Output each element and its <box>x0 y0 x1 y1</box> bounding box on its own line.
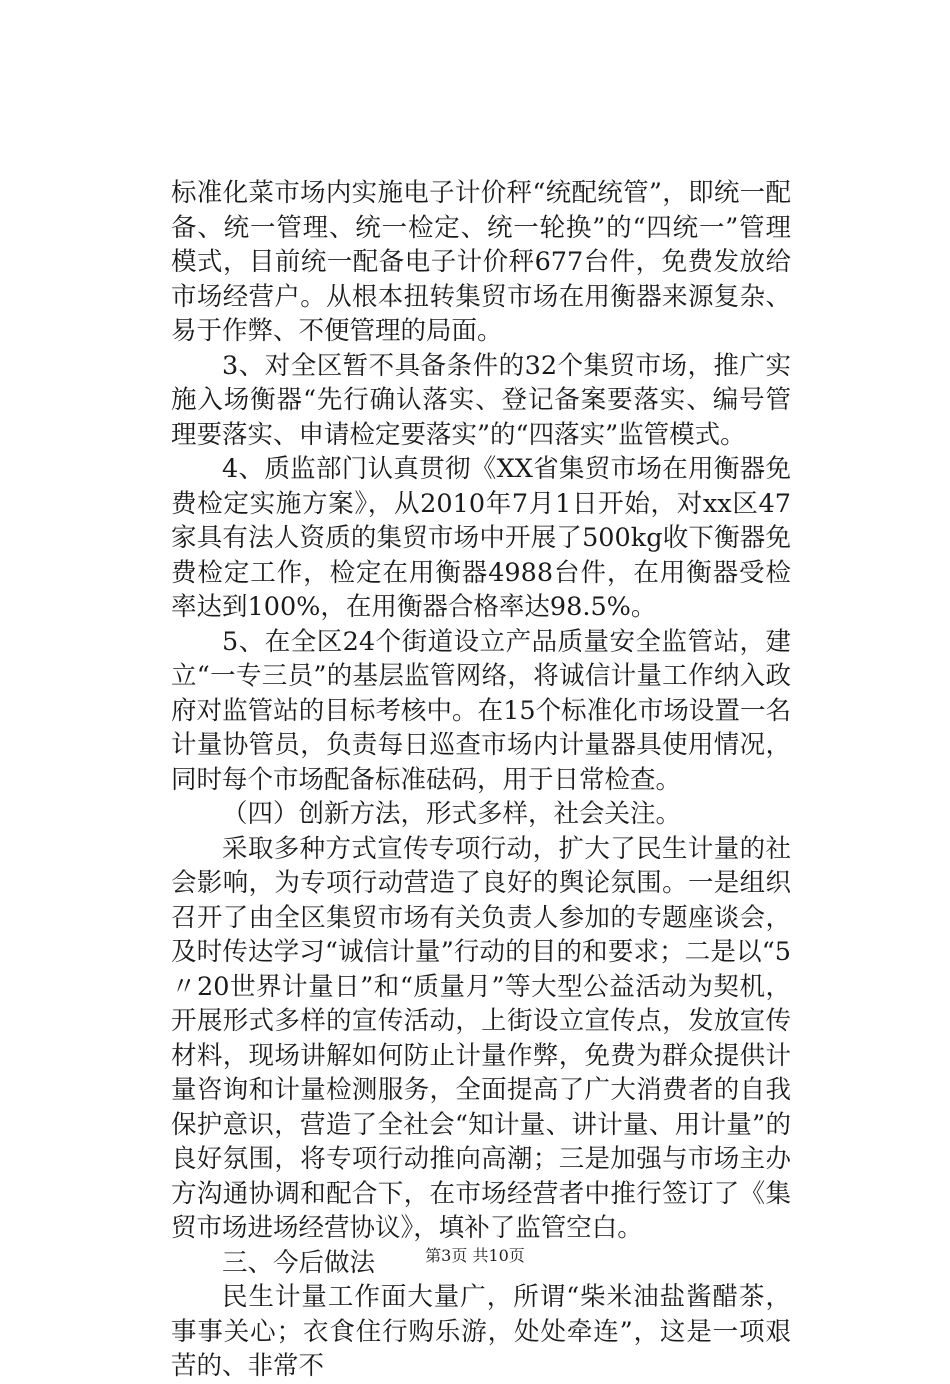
paragraph-item-5: 5、在全区24个街道设立产品质量安全监管站，建立“一专三员”的基层监管网络，将诚信计量工作纳入政府对监管站的目标考核中。在15个标准化市场设置一名计量协管员，负责每日巡查市场内计量器具使用情况，同时每个市场配备标准砝码，用于日常检查。 <box>171 626 791 795</box>
section-heading-4: （四）创新方法，形式多样，社会关注。 <box>222 799 682 829</box>
paragraph-publicity: 采取多种方式宣传专项行动，扩大了民生计量的社会影响，为专项行动营造了良好的舆论氛围。一是组织召开了由全区集贸市场有关负责人参加的专题座谈会，及时传达学习“诚信计量”行动的目的和要求；二是以“5〃20世界计量日”和“质量月”等大型公益活动为契机，开展形式多样的宣传活动，上街设立宣传点，发放宣传材料，现场讲解如何防止计量作弊，免费为群众提供计量咨询和计量检测服务，全面提高了广大消费者的自我保护意识，营造了全社会“知计量、讲计量、用计量”的良好氛围，将专项行动推向高潮；三是加强与市场主办方沟通协调和配合下，在市场经营者中推行签订了《集贸市场进场经营协议》，填补了监管空白。 <box>171 833 791 1243</box>
document-body <box>171 176 791 1384</box>
section-heading-3: 三、今后做法 <box>222 1247 376 1278</box>
page-footer: 第3页 共10页 <box>425 1246 525 1265</box>
paragraph-item-3: 3、对全区暂不具备条件的32个集贸市场，推广实施入场衡器“先行确认落实、登记备案要落实、编号管理要落实、申请检定要落实”的“四落实”监管模式。 <box>171 350 791 450</box>
paragraph-item-4: 4、质监部门认真贯彻《XX省集贸市场在用衡器免费检定实施方案》，从2010年7月1日开始，对xx区47家具有法人资质的集贸市场中开展了500kg收下衡器免费检定工作，检定在用衡器4988台件，在用衡器受检率达到100%，在用衡器合格率达98.5%。 <box>171 454 791 622</box>
paragraph-future: 民生计量工作面大量广，所谓“柴米油盐酱醋茶，事事关心；衣食住行购乐游，处处牵连”，这是一项艰苦的、非常不 <box>171 1282 791 1381</box>
paragraph-continued: 标准化菜市场内实施电子计价秤“统配统管”，即统一配备、统一管理、统一检定、统一轮换”的“四统一”管理模式，目前统一配备电子计价秤677台件，免费发放给市场经营户。从根本扭转集贸市场在用衡器来源复杂、易于作弊、不便管理的局面。 <box>171 178 791 346</box>
